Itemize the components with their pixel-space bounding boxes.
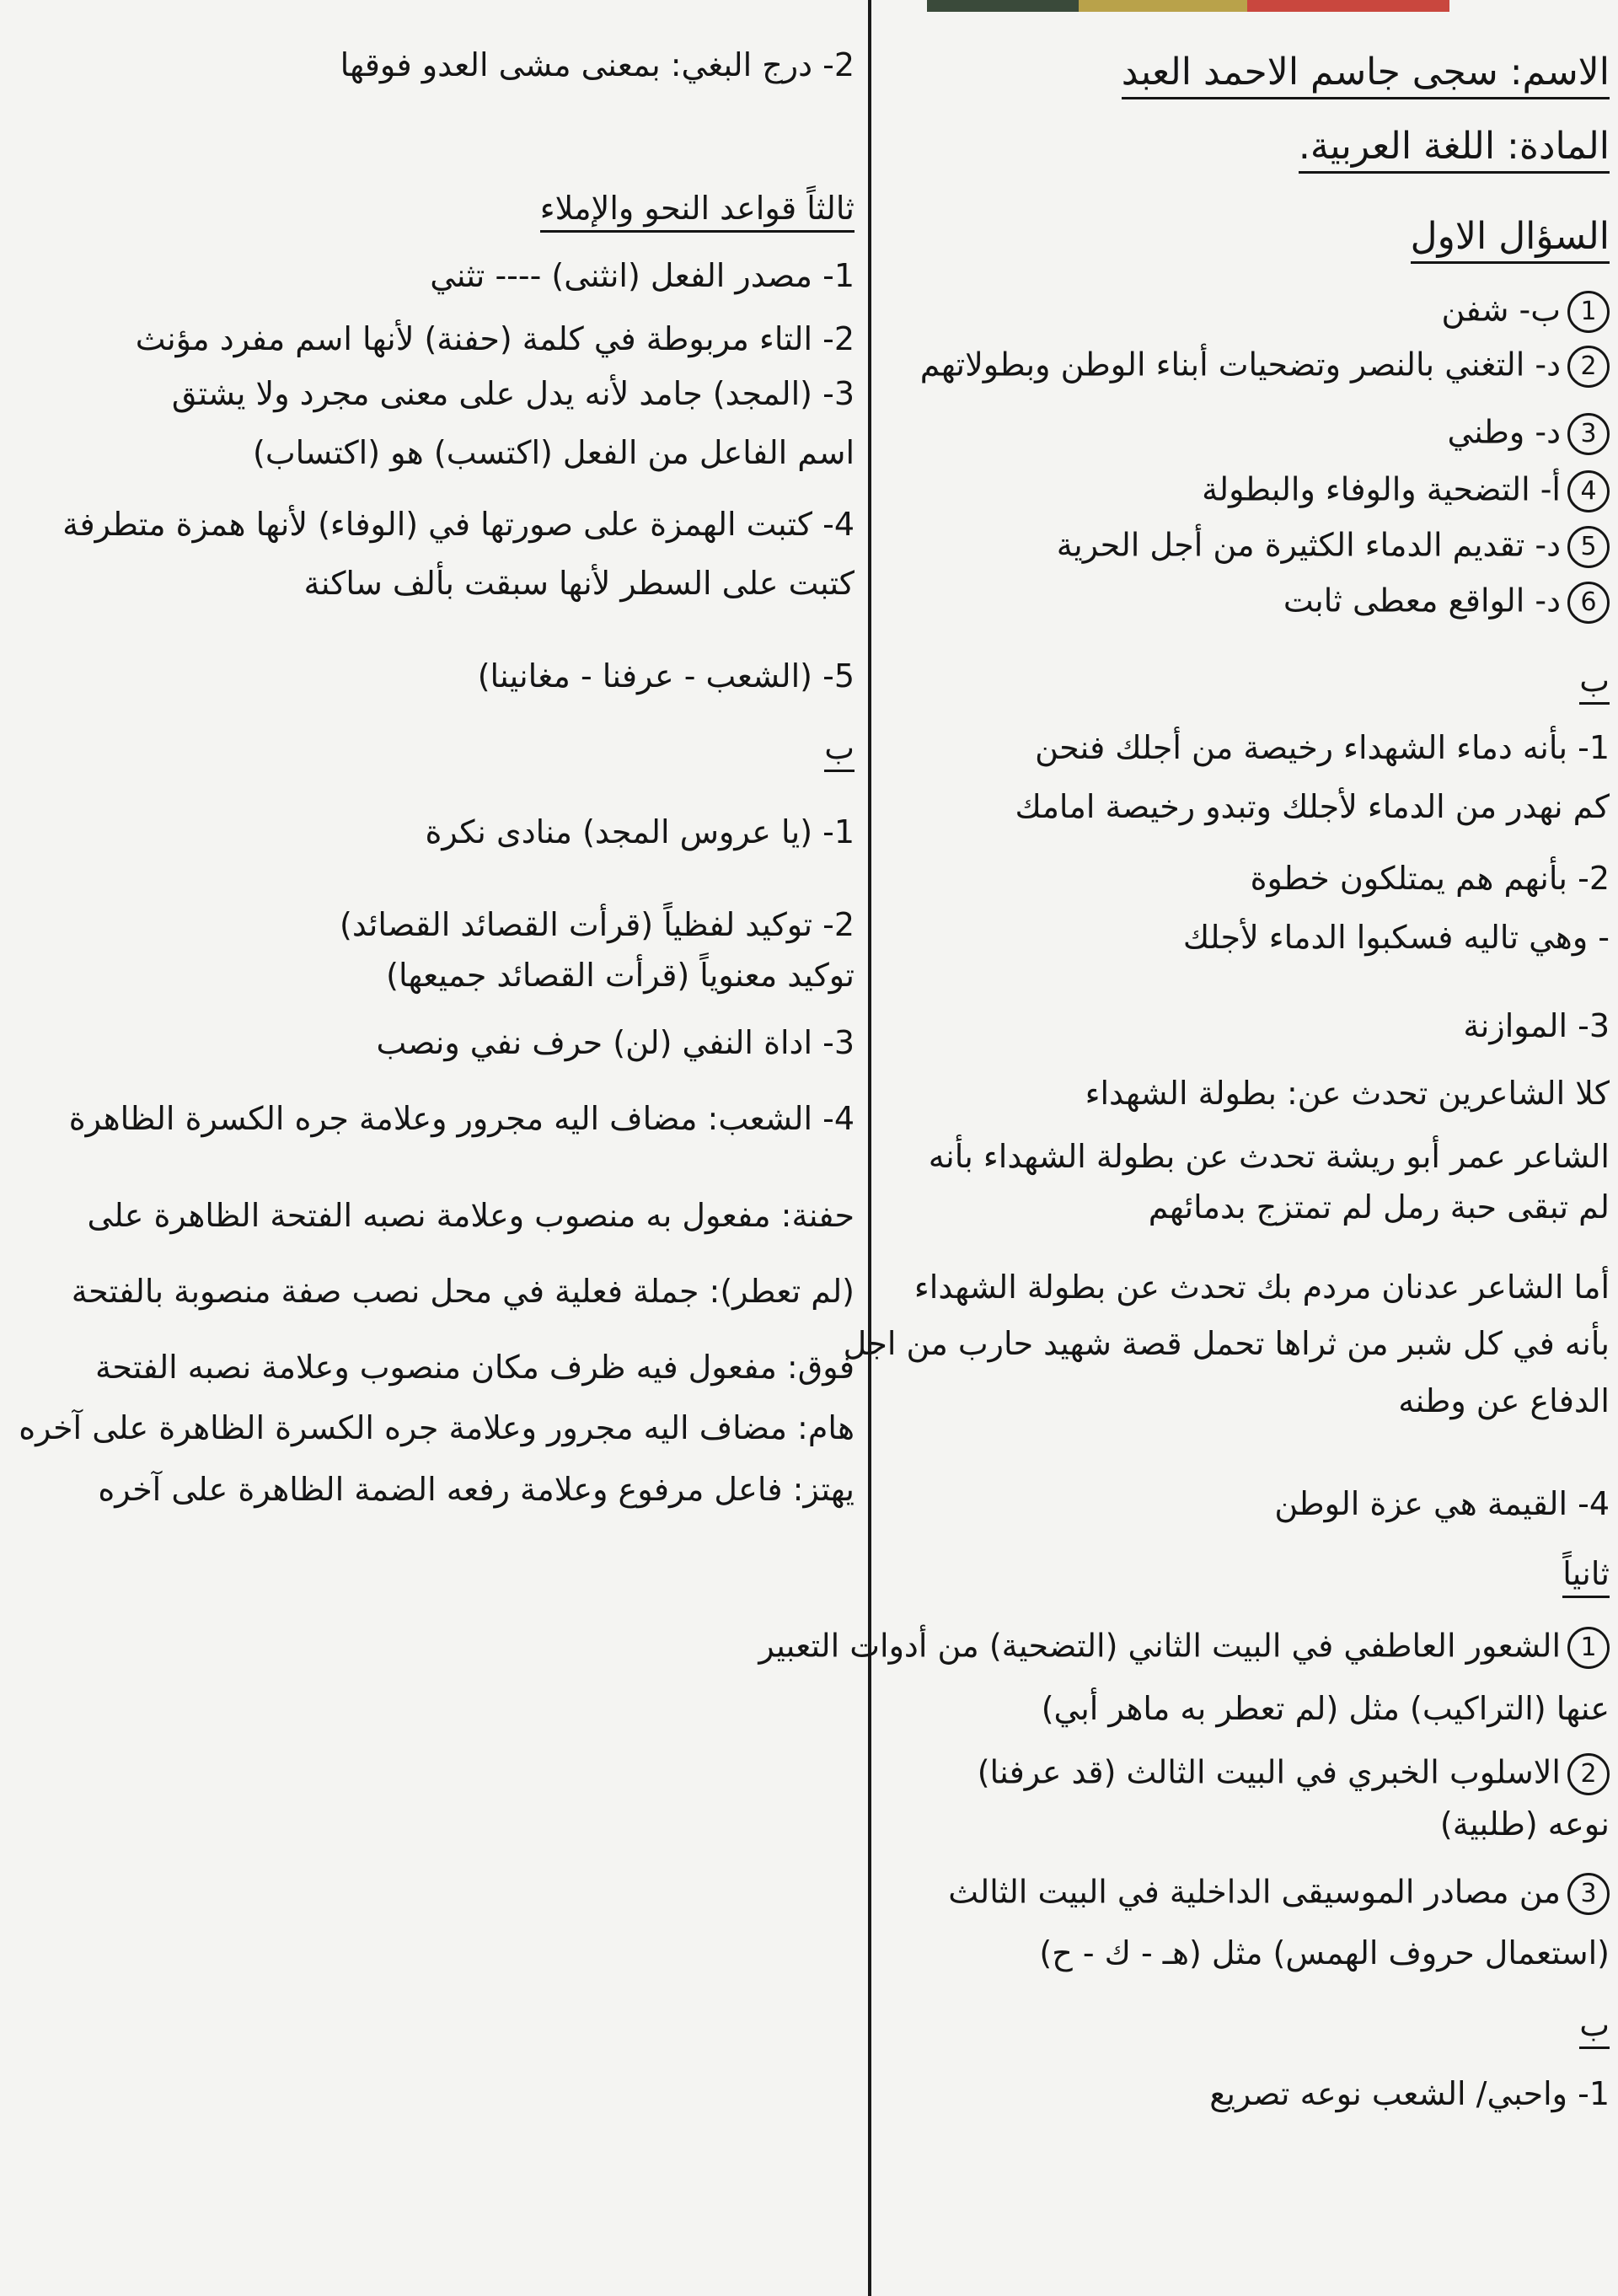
line-text: ب: [1579, 2006, 1610, 2049]
line-text: 1- مصدر الفعل (انثنى) ---- تثني: [430, 257, 855, 294]
right-answer-line: [1015, 788, 1610, 827]
right-answer-line: [1042, 1690, 1610, 1729]
right-answer-line: [758, 1627, 1610, 1669]
right-answer-line: [1202, 470, 1610, 512]
right-answer-line: [844, 1325, 1610, 1364]
column-divider: [868, 0, 871, 2296]
line-text: 2- بأنهم هم يمتلكون خطوة: [1250, 860, 1610, 897]
line-text: 4- القيمة هي عزة الوطن: [1274, 1485, 1610, 1522]
right-answer-line: [1441, 291, 1610, 333]
right-answer-line: [1283, 582, 1610, 624]
line-text: توكيد معنوياً (قرأت القصائد جميعها): [386, 957, 855, 994]
line-text: حفنة: مفعول به منصوب وعلامة نصبه الفتحة الظاهرة على: [87, 1197, 855, 1234]
right-answer-line: [978, 1753, 1610, 1795]
line-text: 5- (الشعب - عرفنا - مغانينا): [477, 657, 855, 695]
line-text: الدفاع عن وطنه: [1398, 1382, 1610, 1419]
line-text: السؤال الاول: [1411, 215, 1610, 264]
left-answer-line: [386, 957, 855, 995]
line-text: ثالثاً قواعد النحو والإملاء: [540, 190, 855, 233]
right-answer-line: [1448, 413, 1610, 455]
line-text: بأنه في كل شبر من ثراها تحمل قصة شهيد حارب من اجل: [843, 1325, 1610, 1362]
left-answer-line: [87, 1197, 855, 1236]
line-text: 1- بأنه دماء الشهداء رخيصة من أجلك فنحن: [1035, 729, 1610, 766]
circled-number-icon: 1: [1567, 291, 1610, 333]
line-text: د- الواقع معطى ثابت: [1283, 582, 1561, 620]
line-text: 2- التاء مربوطة في كلمة (حفنة) لأنها اسم مفرد مؤنث: [135, 320, 855, 357]
line-text: 3- (المجد) جامد لأنه يدل على معنى مجرد ولا يشتق: [171, 375, 855, 412]
circled-number-icon: 2: [1567, 346, 1610, 388]
left-answer-line: [303, 565, 855, 604]
line-text: ثانياً: [1562, 1555, 1610, 1598]
right-answer-line: [1463, 1007, 1610, 1046]
right-answer-line: [1035, 729, 1610, 768]
line-text: عنها (التراكيب) مثل (لم تعطر به ماهر أبي): [1041, 1690, 1610, 1727]
line-text: ب: [1579, 662, 1610, 705]
right-answer-line: [1440, 1805, 1610, 1844]
line-text: يهتز: فاعل مرفوع وعلامة رفعه الضمة الظاهرة على آخره: [98, 1471, 855, 1508]
circled-number-icon: 6: [1567, 582, 1610, 624]
line-text: من مصادر الموسيقى الداخلية في البيت الثالث: [948, 1873, 1561, 1911]
line-text: أما الشاعر عدنان مردم بك تحدث عن بطولة الشهداء: [913, 1269, 1610, 1306]
right-answer-line: [1411, 215, 1610, 260]
line-text: هام: مضاف اليه مجرور وعلامة جره الكسرة الظاهرة على آخره: [19, 1409, 855, 1446]
line-text: د- تقديم الدماء الكثيرة من أجل الحرية: [1056, 526, 1561, 564]
line-text: (استعمال حروف الهمس) مثل (هـ - ك - ح): [1039, 1934, 1610, 1971]
right-answer-line: [948, 1873, 1610, 1915]
line-text: 2- توكيد لفظياً (قرأت القصائد القصائد): [340, 906, 855, 943]
line-text: 2- درج البغي: بمعنى مشى العدو فوقها: [340, 46, 855, 83]
line-text: اسم الفاعل من الفعل (اكتسب) هو (اكتساب): [253, 434, 855, 471]
left-answer-line: [69, 1100, 855, 1139]
left-answer-line: [824, 729, 855, 768]
line-text: الاسلوب الخبري في البيت الثالث (قد عرفنا): [977, 1753, 1561, 1791]
left-answer-line: [172, 375, 855, 414]
right-answer-line: [1562, 1555, 1610, 1594]
line-text: فوق: مفعول فيه ظرف مكان منصوب وعلامة نصبه الفتحة: [95, 1349, 855, 1386]
right-answer-line: [1122, 51, 1610, 95]
left-answer-line: [136, 320, 855, 359]
line-text: لم تبقى حبة رمل لم تمتزج بدمائهم: [1148, 1188, 1610, 1226]
right-answer-line: [1149, 1188, 1610, 1227]
left-answer-line: [377, 1024, 855, 1063]
right-answer-line: [1183, 919, 1610, 958]
left-answer-line: [340, 46, 855, 85]
left-answer-line: [340, 906, 855, 945]
line-text: الاسم: سجى جاسم الاحمد العبد: [1122, 51, 1610, 99]
left-answer-line: [540, 190, 855, 228]
right-answer-line: [1251, 860, 1610, 899]
line-text: الشعور العاطفي في البيت الثاني (التضحية) من أدوات التعبير: [758, 1627, 1561, 1665]
circled-number-icon: 3: [1567, 1873, 1610, 1915]
line-text: المادة: اللغة العربية.: [1299, 125, 1610, 174]
line-text: كم نهدر من الدماء لأجلك وتبدو رخيصة امامك: [1015, 788, 1610, 825]
left-answer-line: [98, 1471, 855, 1510]
right-answer-line: [920, 346, 1610, 388]
line-text: 1- (يا عروس المجد) منادى نكرة: [425, 813, 855, 850]
circled-number-icon: 1: [1567, 1627, 1610, 1669]
circled-number-icon: 5: [1567, 526, 1610, 568]
line-text: أ- التضحية والوفاء والبطولة: [1202, 470, 1561, 508]
left-answer-line: [72, 1273, 855, 1312]
line-text: - وهي تاليه فسكبوا الدماء لأجلك: [1182, 919, 1610, 956]
line-text: نوعه (طلبية): [1439, 1805, 1610, 1843]
left-answer-line: [425, 813, 855, 852]
line-text: (لم تعطر): جملة فعلية في محل نصب صفة منصوبة بالفتحة: [71, 1273, 855, 1310]
line-text: ب: [824, 729, 855, 772]
circled-number-icon: 3: [1567, 413, 1610, 455]
line-text: كلا الشاعرين تحدث عن: بطولة الشهداء: [1085, 1075, 1610, 1112]
right-answer-line: [1209, 2075, 1610, 2114]
right-answer-line: [1274, 1485, 1610, 1524]
line-text: 1- واحبي/ الشعب نوعه تصريع: [1209, 2075, 1610, 2112]
circled-number-icon: 2: [1567, 1753, 1610, 1795]
right-answer-line: [1398, 1382, 1610, 1421]
line-text: د- التغني بالنصر وتضحيات أبناء الوطن وبطولاتهم: [919, 346, 1561, 384]
right-answer-line: [1057, 526, 1610, 568]
left-answer-line: [19, 1409, 855, 1448]
right-answer-line: [929, 1138, 1610, 1177]
line-text: 3- اداة النفي (لن) حرف نفي ونصب: [376, 1024, 855, 1061]
left-answer-line: [62, 506, 855, 544]
line-text: 3- الموازنة: [1463, 1007, 1610, 1044]
right-answer-line: [1579, 662, 1610, 700]
line-text: 4- كتبت الهمزة على صورتها في (الوفاء) لأنها همزة متطرفة: [62, 506, 855, 543]
line-text: ب- شفن: [1441, 291, 1561, 329]
left-answer-line: [95, 1349, 855, 1387]
left-answer-line: [430, 257, 855, 296]
left-answer-line: [478, 657, 855, 696]
right-answer-line: [1085, 1075, 1610, 1113]
line-text: الشاعر عمر أبو ريشة تحدث عن بطولة الشهداء بأنه: [928, 1138, 1610, 1175]
line-text: 4- الشعب: مضاف اليه مجرور وعلامة جره الكسرة الظاهرة: [68, 1100, 855, 1137]
right-answer-line: [1299, 125, 1610, 169]
line-text: د- وطني: [1447, 413, 1561, 451]
circled-number-icon: 4: [1567, 470, 1610, 512]
left-answer-line: [253, 434, 855, 473]
right-answer-line: [1579, 2006, 1610, 2045]
right-answer-line: [1039, 1934, 1610, 1973]
right-column: [758, 0, 1618, 2296]
line-text: كتبت على السطر لأنها سبقت بألف ساكنة: [303, 565, 855, 602]
right-answer-line: [914, 1269, 1610, 1307]
